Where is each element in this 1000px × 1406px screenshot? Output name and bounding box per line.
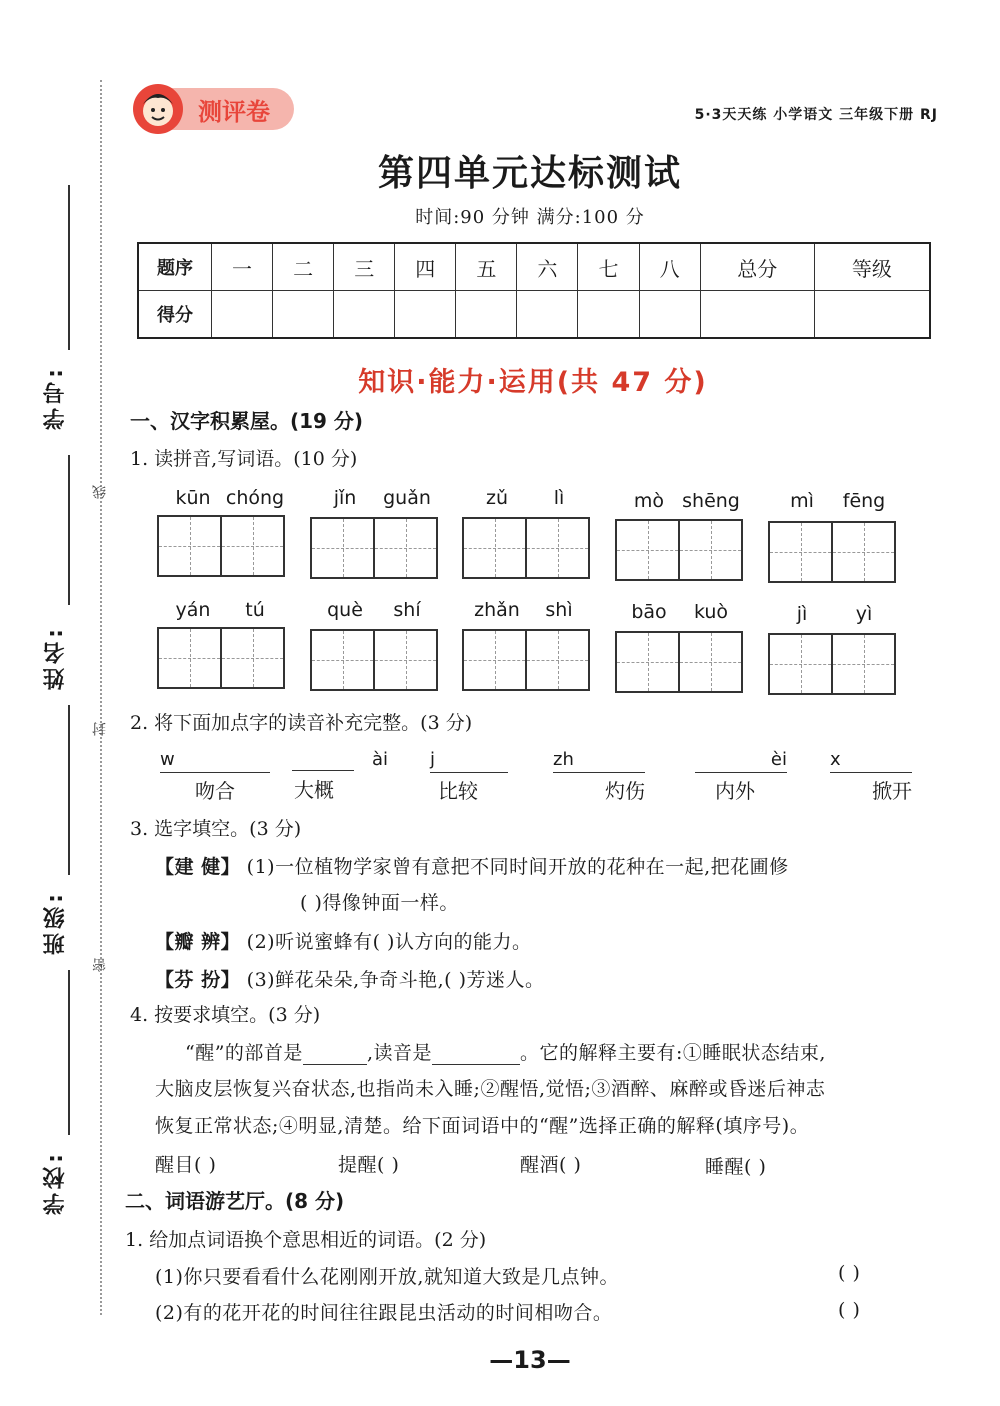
pronunciation-blank[interactable] — [432, 1042, 520, 1065]
pinyin-text: jǐn — [333, 487, 357, 509]
q3-sentence: (1)一位植物学家曾有意把不同时间开放的花种在一起,把花圃修 — [246, 856, 789, 878]
pinyin-text: guǎn — [383, 487, 431, 509]
q3-line-2 — [155, 927, 531, 954]
pinyin-text: zǔ — [485, 487, 508, 509]
pronunciation-suffix: èi — [695, 748, 787, 773]
pronunciation-word: 比较 — [438, 779, 478, 803]
class-line — [68, 705, 70, 875]
q4-option[interactable]: 睡醒( ) — [705, 1156, 767, 1178]
pronunciation-item[interactable] — [553, 748, 645, 804]
pinyin-pair — [768, 603, 898, 625]
pronunciation-item[interactable] — [695, 748, 787, 804]
q3-label: 3. 选字填空。(3 分) — [130, 818, 302, 840]
writing-box[interactable] — [615, 631, 743, 693]
part2-q1-label: 1. 给加点词语换个意思相近的词语。(2 分) — [125, 1229, 487, 1251]
q4-text: “醒”的部首是 — [185, 1042, 303, 1064]
pronunciation-word: 吻合 — [195, 779, 235, 803]
score-table-cell: 三 — [334, 243, 395, 291]
q4-line-3: 恢复正常状态;④明显,清楚。给下面词语中的“醒”选择正确的解释(填序号)。 — [155, 1115, 810, 1137]
q2-label: 2. 将下面加点字的读音补充完整。(3 分) — [130, 712, 473, 734]
pinyin-text: lì — [553, 487, 565, 509]
score-row-label: 得分 — [138, 291, 212, 339]
score-table-cell: 四 — [395, 243, 456, 291]
pronunciation-prefix: j — [430, 748, 508, 773]
pronunciation-item[interactable] — [288, 748, 388, 803]
pinyin-pair — [768, 490, 898, 512]
pronunciation-word: 灼伤 — [605, 779, 645, 803]
pronunciation-item[interactable] — [160, 748, 270, 804]
score-input-cell[interactable] — [517, 291, 578, 339]
pinyin-pair — [615, 490, 745, 512]
pinyin-text: yán — [175, 599, 211, 621]
pinyin-text: yì — [855, 603, 873, 625]
score-table-cell: 等级 — [814, 243, 930, 291]
q3-line-3 — [155, 965, 545, 992]
pronunciation-word: 掀开 — [872, 779, 912, 803]
q4-line-2: 大脑皮层恢复兴奋状态,也指尚未入睡;②醒悟,觉悟;③酒醉、麻醉或昏迷后神志 — [155, 1078, 826, 1100]
pinyin-pair — [159, 599, 289, 621]
pronunciation-prefix: zh — [553, 748, 645, 773]
q4-text: ,读音是 — [366, 1042, 432, 1064]
score-input-cell[interactable] — [814, 291, 930, 339]
cut-mark-3: 密 — [92, 958, 108, 972]
part2-sentence-1: (1)你只要看看什么花刚刚开放,就知道大致是几点钟。 — [155, 1266, 619, 1288]
time-score-info: 时间:90 分钟 满分:100 分 — [415, 207, 645, 228]
synonym-answer[interactable]: ( ) — [838, 1262, 861, 1284]
page-title: 第四单元达标测试 — [377, 152, 682, 194]
pinyin-text: kuò — [693, 601, 729, 623]
writing-box[interactable] — [462, 629, 590, 691]
synonym-answer[interactable]: ( ) — [838, 1299, 861, 1321]
char-choice-tag: 【芬 扮】 — [155, 969, 241, 991]
pinyin-text: fēng — [842, 490, 886, 512]
pinyin-text: mì — [790, 490, 814, 512]
cut-mark-2: 封 — [92, 722, 108, 736]
score-table-cell: 题序 — [138, 243, 212, 291]
pinyin-text: jì — [796, 603, 808, 625]
pronunciation-suffix: ài — [371, 749, 388, 770]
pronunciation-item[interactable] — [830, 748, 912, 804]
score-input-cell[interactable] — [273, 291, 334, 339]
name-line — [68, 455, 70, 605]
section-banner: 知识·能力·运用(共 47 分) — [358, 367, 708, 398]
score-table-cell: 二 — [273, 243, 334, 291]
pinyin-text: shì — [545, 599, 573, 621]
part2-sentence-2: (2)有的花开花的时间往往跟昆虫活动的时间相吻合。 — [155, 1302, 613, 1324]
name-label: 姓名: — [43, 625, 68, 690]
pronunciation-item[interactable] — [430, 748, 508, 804]
student-id-label: 学号: — [43, 365, 68, 430]
score-table-cell: 七 — [578, 243, 639, 291]
class-label: 班级: — [43, 890, 68, 955]
score-input-cell[interactable] — [456, 291, 517, 339]
q4-option[interactable]: 醒酒( ) — [520, 1154, 582, 1176]
pinyin-text: kūn — [175, 487, 211, 509]
pinyin-pair — [615, 601, 745, 623]
score-input-cell[interactable] — [334, 291, 395, 339]
answer-line — [292, 770, 354, 771]
pinyin-text: tú — [245, 599, 265, 621]
school-line — [68, 970, 70, 1135]
pinyin-pair — [159, 487, 289, 509]
pinyin-text: zhǎn — [474, 599, 520, 621]
score-input-cell[interactable] — [700, 291, 814, 339]
score-table-header-row — [138, 243, 930, 291]
score-table — [137, 242, 931, 339]
pronunciation-word: 内外 — [715, 779, 755, 803]
score-table-cell: 总分 — [700, 243, 814, 291]
pinyin-text: shí — [393, 599, 421, 621]
score-table-cell: 一 — [212, 243, 273, 291]
score-input-cell[interactable] — [578, 291, 639, 339]
writing-box[interactable] — [157, 515, 285, 577]
pinyin-text: mò — [633, 490, 665, 512]
school-label: 学校: — [43, 1150, 68, 1215]
radical-blank[interactable] — [303, 1042, 367, 1065]
part1-heading: 一、汉字积累屋。(19 分) — [130, 409, 364, 433]
score-input-cell[interactable] — [395, 291, 456, 339]
q4-option[interactable]: 醒目( ) — [155, 1154, 217, 1176]
score-table-cell: 五 — [456, 243, 517, 291]
pinyin-text: què — [327, 599, 363, 621]
writing-box[interactable] — [462, 517, 590, 579]
pinyin-pair — [311, 487, 441, 509]
binding-dotted-line — [100, 80, 102, 1315]
pinyin-text: bāo — [631, 601, 667, 623]
badge-logo — [132, 82, 297, 136]
char-choice-tag: 【瓣 辨】 — [155, 931, 241, 953]
badge-text: 测评卷 — [198, 98, 270, 126]
score-table-score-row — [138, 291, 930, 339]
q1-label: 1. 读拼音,写词语。(10 分) — [130, 448, 358, 470]
pinyin-pair — [311, 599, 441, 621]
score-table-cell: 八 — [639, 243, 700, 291]
pronunciation-prefix: w — [160, 748, 270, 773]
q4-label: 4. 按要求填空。(3 分) — [130, 1004, 321, 1026]
pronunciation-word: 大概 — [294, 778, 334, 802]
q4-line-1 — [185, 1038, 826, 1065]
score-input-cell[interactable] — [212, 291, 273, 339]
writing-box[interactable] — [310, 517, 438, 579]
pinyin-text: chóng — [225, 487, 285, 509]
pinyin-pair — [463, 487, 593, 509]
q3-line-1b[interactable]: ( )得像钟面一样。 — [300, 892, 459, 914]
q4-option[interactable]: 提醒( ) — [338, 1154, 400, 1176]
page-number: —13— — [489, 1346, 571, 1374]
q4-text: 。它的解释主要有:①睡眠状态结束, — [519, 1042, 826, 1064]
pinyin-text: shēng — [682, 490, 740, 512]
cut-mark-1: 线 — [92, 485, 108, 499]
score-input-cell[interactable] — [639, 291, 700, 339]
char-choice-tag: 【建 健】 — [155, 856, 241, 878]
writing-box[interactable] — [768, 521, 896, 583]
pinyin-pair — [463, 599, 593, 621]
q3-line-1 — [155, 852, 789, 879]
writing-box[interactable] — [615, 519, 743, 581]
q3-sentence[interactable]: (2)听说蜜蜂有( )认方向的能力。 — [246, 931, 532, 953]
writing-box[interactable] — [310, 629, 438, 691]
series-info: 5·3天天练 小学语文 三年级下册 RJ — [694, 107, 938, 123]
pronunciation-prefix: x — [830, 748, 912, 773]
writing-box[interactable] — [768, 633, 896, 695]
q3-sentence[interactable]: (3)鲜花朵朵,争奇斗艳,( )芳迷人。 — [246, 969, 545, 991]
score-table-cell: 六 — [517, 243, 578, 291]
part2-heading: 二、词语游艺厅。(8 分) — [125, 1189, 345, 1213]
writing-box[interactable] — [157, 627, 285, 689]
